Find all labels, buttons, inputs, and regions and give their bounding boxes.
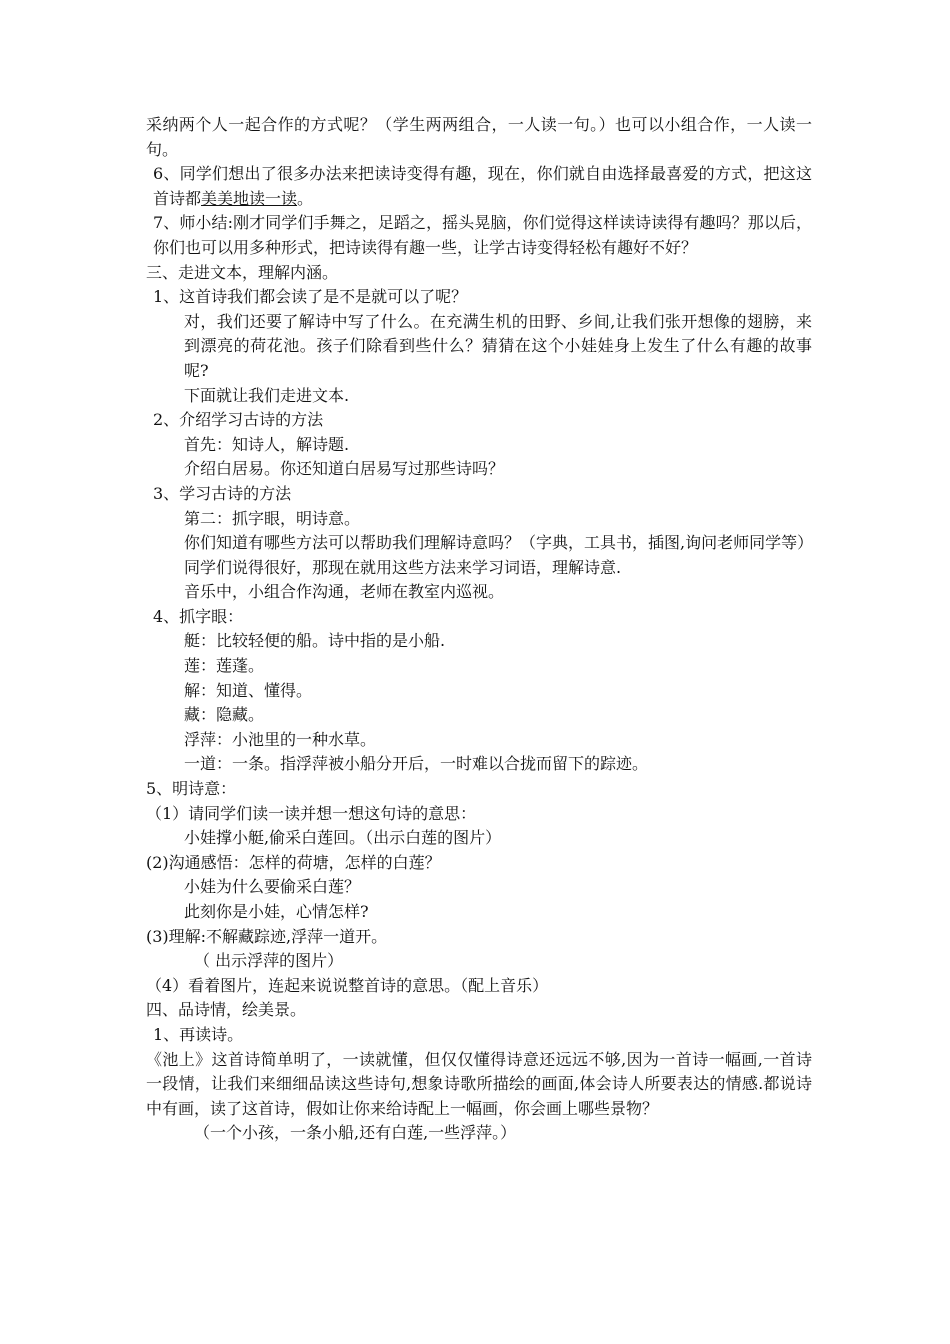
paragraph: 对，我们还要了解诗中写了什么。在充满生机的田野、乡间,让我们张开想像的翅膀，来到漂亮的荷花池。孩子们除看到些什么？猜猜在这个小娃娃身上发生了什么有趣的故事呢? xyxy=(184,311,812,380)
paragraph: （一个小孩，一条小船,还有白莲,一些浮萍。） xyxy=(194,1123,517,1143)
paragraph: 4、抓字眼： xyxy=(153,606,244,626)
paragraph: 7、师小结:刚才同学们手舞之，足蹈之，摇头晃脑，你们觉得这样读诗读得有趣吗？那以后，你们也可以用多种形式，把诗读得有趣一些，让学古诗变得轻松有趣好不好？ xyxy=(153,213,812,257)
definition-item: 艇：比较轻便的船。诗中指的是小船. xyxy=(184,631,446,651)
paragraph: 小娃为什么要偷采白莲？ xyxy=(184,877,361,897)
paragraph: 同学们说得很好，那现在就用这些方法来学习词语，理解诗意. xyxy=(184,557,622,577)
paragraph: 首先：知诗人，解诗题. xyxy=(184,434,350,454)
paragraph: 采纳两个人一起合作的方式呢？（学生两两组合，一人读一句。）也可以小组合作，一人读一句。 xyxy=(146,115,812,159)
definition-item: 浮萍：小池里的一种水草。 xyxy=(184,729,377,749)
definition-item: 解：知道、懂得。 xyxy=(184,680,313,700)
paragraph: （1）请同学们读一读并想一想这句诗的意思： xyxy=(146,803,477,823)
document-body xyxy=(146,113,812,1146)
paragraph: 小娃撑小艇,偷采白莲回。（出示白莲的图片） xyxy=(184,828,502,848)
paragraph: (2)沟通感悟：怎样的荷塘，怎样的白莲？ xyxy=(146,852,441,872)
section-heading: 四、品诗情，绘美景。 xyxy=(146,1000,307,1020)
section-heading: 三、走进文本，理解内涵。 xyxy=(146,262,339,282)
text-run: 6、同学们想出了很多办法来把读诗变得有趣，现在，你们就自由选择最喜爱的方式，把这这首诗都 xyxy=(153,164,812,208)
definition-item: 一道：一条。指浮萍被小船分开后，一时难以合拢而留下的踪迹。 xyxy=(184,754,649,774)
paragraph: 音乐中，小组合作沟通，老师在教室内巡视。 xyxy=(184,582,505,602)
paragraph: 第二：抓字眼，明诗意。 xyxy=(184,508,361,528)
definition-item: 藏：隐藏。 xyxy=(184,705,265,725)
paragraph: （ 出示浮萍的图片） xyxy=(194,951,344,971)
paragraph: 2、介绍学习古诗的方法 xyxy=(153,410,324,430)
paragraph: 你们知道有哪些方法可以帮助我们理解诗意吗？（字典，工具书，插图,询问老师同学等） xyxy=(184,533,814,553)
paragraph: 《池上》这首诗简单明了，一读就懂，但仅仅懂得诗意还远远不够,因为一首诗一幅画,一首诗一段情，让我们来细细品读这些诗句,想象诗歌所描绘的画面,体会诗人所要表达的情感.都说诗中有画，读了这首诗，假如让你来给诗配上一幅画，你会画上哪些景物？ xyxy=(146,1049,812,1118)
paragraph: （4）看着图片，连起来说说整首诗的意思。（配上音乐） xyxy=(146,975,549,995)
paragraph: 介绍白居易。你还知道白居易写过那些诗吗？ xyxy=(184,459,505,479)
underlined-text: 美美地读一读 xyxy=(201,188,298,208)
paragraph xyxy=(146,162,812,211)
paragraph: 1、再读诗。 xyxy=(153,1024,244,1044)
paragraph: 下面就让我们走进文本. xyxy=(184,385,350,405)
text-run: 。 xyxy=(297,188,314,208)
paragraph: 1、这首诗我们都会读了是不是就可以了呢？ xyxy=(153,287,468,307)
paragraph: 3、学习古诗的方法 xyxy=(153,483,292,503)
paragraph: 5、明诗意： xyxy=(146,779,237,799)
paragraph: (3)理解:不解藏踪迹,浮萍一道开。 xyxy=(146,926,388,946)
paragraph: 此刻你是小娃，心情怎样? xyxy=(184,902,369,921)
definition-item: 莲：莲蓬。 xyxy=(184,656,265,676)
